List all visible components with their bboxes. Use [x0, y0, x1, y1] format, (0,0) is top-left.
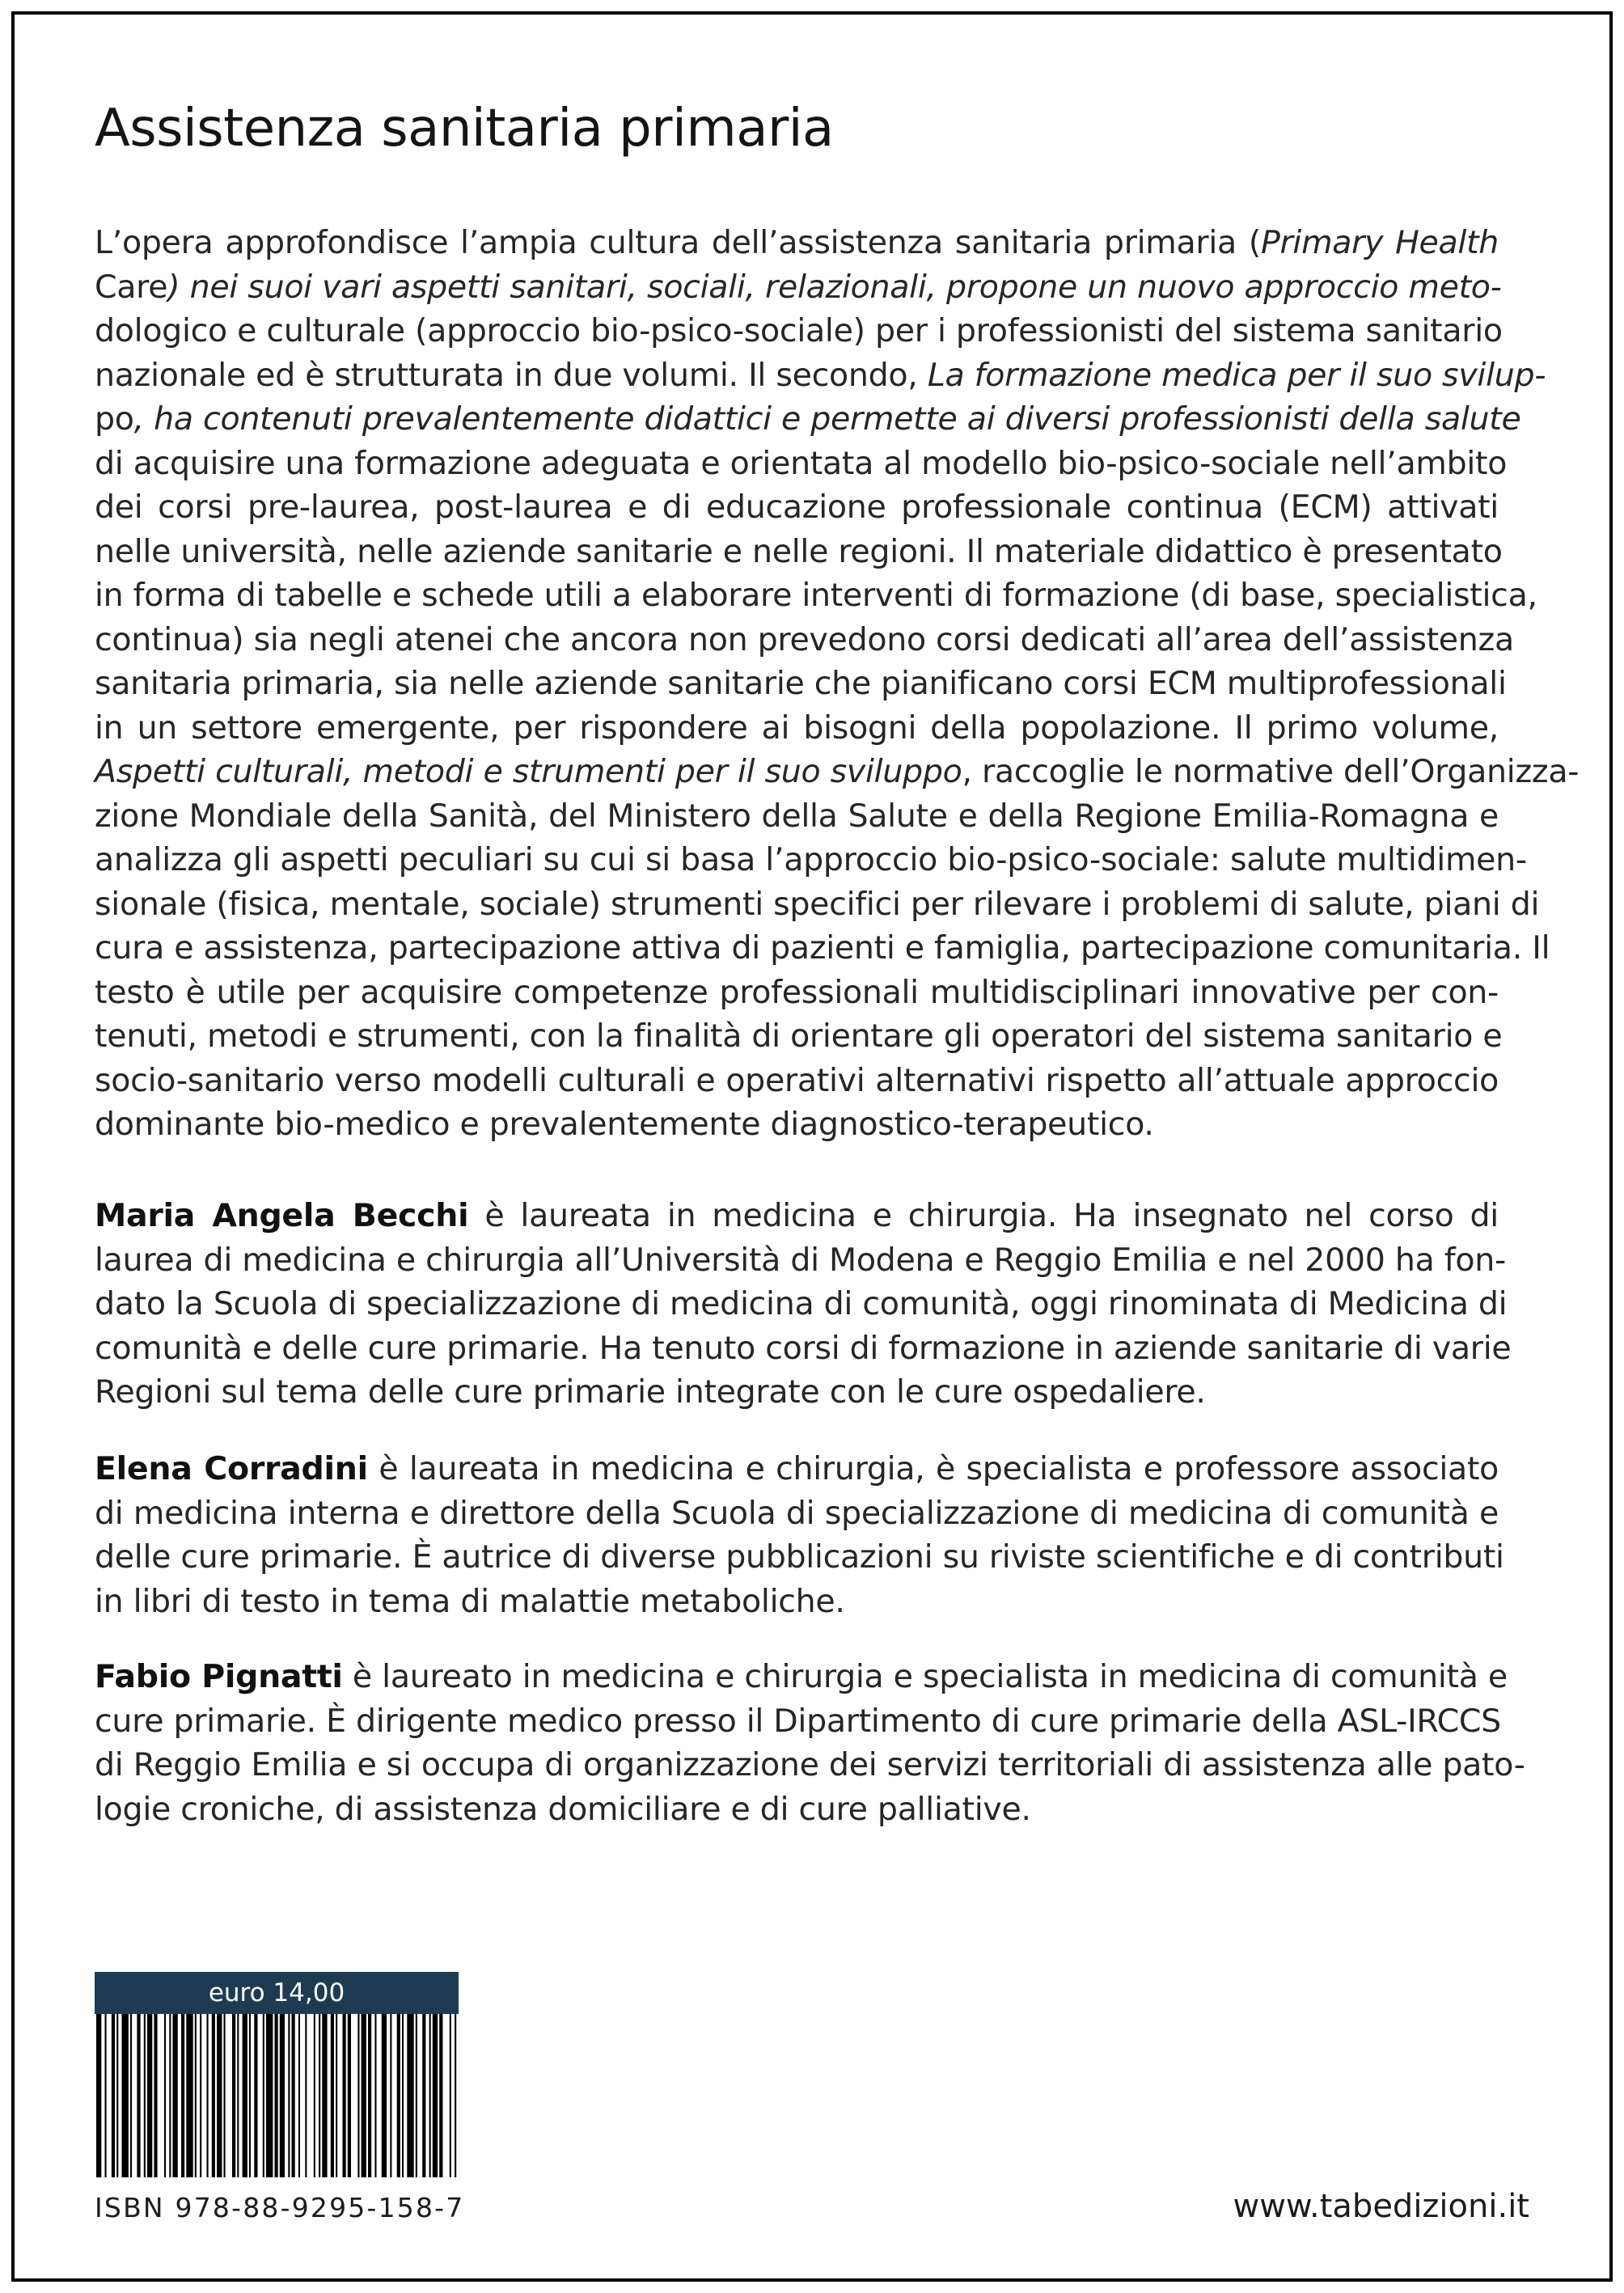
barcode-bar	[336, 2014, 337, 2177]
barcode-bar	[390, 2014, 391, 2177]
text-line: Maria Angela Becchi è laureata in medicina e chirurgia. Ha insegnato nel corso di	[95, 1197, 1499, 1234]
barcode-bar	[130, 2014, 132, 2177]
barcode-bar	[116, 2014, 118, 2177]
barcode-bar	[232, 2014, 235, 2177]
barcode-bar	[343, 2014, 346, 2177]
barcode-bar	[207, 2014, 209, 2177]
barcode-bar	[181, 2014, 184, 2177]
barcode-bar	[266, 2014, 273, 2177]
text-line: di acquisire una formazione adeguata e orientata al modello bio-psico-sociale nell’ambito	[95, 444, 1508, 482]
barcode-bar	[195, 2014, 197, 2177]
text-line: cure primarie. È dirigente medico presso il Dipartimento di cure primarie della ASL-IRCCS	[95, 1702, 1501, 1740]
text-line: continua) sia negli atenei che ancora non prevedono corsi dedicati all’area dell’assistenza	[95, 620, 1514, 658]
barcode-bar	[200, 2014, 201, 2177]
publisher-website[interactable]: www.tabedizioni.it	[1233, 2188, 1529, 2225]
barcode-bar	[455, 2014, 456, 2177]
barcode-bar	[314, 2014, 315, 2177]
text-line: Elena Corradini è laureata in medicina e chirurgia, è specialista e professore associato	[95, 1450, 1499, 1487]
barcode-bar	[217, 2014, 222, 2177]
barcode-bar	[137, 2014, 140, 2177]
text-line: dologico e culturale (approccio bio-psico-sociale) per i professionisti del sistema sanitario	[95, 312, 1503, 349]
barcode-bar	[382, 2014, 387, 2177]
barcode-bar	[144, 2014, 146, 2177]
page-title: Assistenza sanitaria primaria	[95, 99, 834, 159]
barcode-bar	[169, 2014, 171, 2177]
barcode-block	[95, 1972, 459, 2177]
author-name: Elena Corradini	[95, 1450, 368, 1487]
text-line: in libri di testo in tema di malattie metaboliche.	[95, 1582, 845, 1620]
text-line: socio-sanitario verso modelli culturali e operativi alternativi rispetto all’attuale approccio	[95, 1061, 1499, 1099]
book-description	[95, 221, 1580, 1147]
text-line: delle cure primarie. È autrice di diverse pubblicazioni su riviste scientifiche e di contributi	[95, 1538, 1504, 1576]
author-bio-pignatti	[95, 1655, 1525, 1831]
text-line: in forma di tabelle e schede utili a elaborare interventi di formazione (di base, specialistica,	[95, 577, 1537, 614]
barcode-bar	[357, 2014, 359, 2177]
isbn-number: ISBN 978-88-9295-158-7	[95, 2192, 465, 2223]
barcode-bar	[416, 2014, 417, 2177]
text-line: cura e assistenza, partecipazione attiva di pazienti e famiglia, partecipazione comunitaria. Il	[95, 929, 1550, 967]
text-line: Fabio Pignatti è laureato in medicina e chirurgia e specialista in medicina di comunità e	[95, 1658, 1508, 1695]
barcode-bar	[147, 2014, 152, 2177]
text-line: testo è utile per acquisire competenze professionali multidisciplinari innovative per con-	[95, 973, 1499, 1011]
text-line: zione Mondiale della Sanità, del Ministero della Salute e della Regione Emilia-Romagna e	[95, 797, 1499, 835]
barcode-bar	[305, 2014, 307, 2177]
barcode-bar	[288, 2014, 290, 2177]
text-line: Care) nei suoi vari aspetti sanitari, sociali, relazionali, propone un nuovo approccio meto-	[95, 268, 1502, 306]
barcode-bar	[280, 2014, 285, 2177]
barcode-bar	[433, 2014, 438, 2177]
text-line: sionale (fisica, mentale, sociale) strumenti specifici per rilevare i problemi di salute, piani di	[95, 885, 1540, 923]
barcode-bar	[212, 2014, 215, 2177]
barcode-bar	[292, 2014, 295, 2177]
italic-title: , ha contenuti prevalentemente didattici e permette ai diversi professionisti della salute	[133, 400, 1521, 438]
barcode-bar	[322, 2014, 327, 2177]
barcode-bar	[173, 2014, 178, 2177]
barcode-bar	[249, 2014, 251, 2177]
text-line: nelle università, nelle aziende sanitarie e nelle regioni. Il materiale didattico è presentato	[95, 532, 1503, 570]
barcode-bar	[348, 2014, 351, 2177]
text-line: di Reggio Emilia e si occupa di organizzazione dei servizi territoriali di assistenza alle pato-	[95, 1746, 1525, 1783]
italic-title: La formazione medica per il suo svilup-	[927, 356, 1546, 394]
author-name: Fabio Pignatti	[95, 1658, 343, 1695]
barcode-icon	[95, 2014, 459, 2177]
barcode-bar	[374, 2014, 376, 2177]
barcode-bar	[331, 2014, 334, 2177]
author-bio-corradini	[95, 1447, 1504, 1623]
text-line: logie croniche, di assistenza domiciliare e di cure palliative.	[95, 1790, 1031, 1828]
barcode-bar	[407, 2014, 413, 2177]
text-line: in un settore emergente, per rispondere ai bisogni della popolazione. Il primo volume,	[95, 709, 1499, 747]
text-line: analizza gli aspetti peculiari su cui si basa l’approccio bio-psico-sociale: salute multidimen-	[95, 841, 1527, 878]
text-line: tenuti, metodi e strumenti, con la finalità di orientare gli operatori del sistema sanitario e	[95, 1017, 1503, 1055]
text-line: po, ha contenuti prevalentemente didattici e permette ai diversi professionisti della salute	[95, 400, 1521, 438]
barcode-bar	[154, 2014, 157, 2177]
author-bio-becchi	[95, 1194, 1512, 1415]
barcode-bar	[275, 2014, 278, 2177]
barcode-bar	[439, 2014, 442, 2177]
barcode-bar	[254, 2014, 257, 2177]
barcode-bar	[186, 2014, 192, 2177]
barcode-bar	[96, 2014, 101, 2177]
barcode-bar	[164, 2014, 166, 2177]
italic-title: Primary Health	[1260, 224, 1499, 261]
barcode-bar	[319, 2014, 320, 2177]
barcode-bar	[450, 2014, 451, 2177]
barcode-bar	[397, 2014, 400, 2177]
barcode-bar	[237, 2014, 239, 2177]
author-name: Maria Angela Becchi	[95, 1197, 469, 1234]
barcode-bar	[224, 2014, 226, 2177]
barcode-bar	[429, 2014, 431, 2177]
barcode-bar	[368, 2014, 371, 2177]
barcode-bar	[298, 2014, 300, 2177]
text-line: laurea di medicina e chirurgia all’Università di Modena e Reggio Emilia e nel 2000 ha fon-	[95, 1241, 1506, 1279]
text-line: dato la Scuola di specializzazione di medicina di comunità, oggi rinominata di Medicina di	[95, 1285, 1508, 1322]
barcode-bar	[422, 2014, 425, 2177]
barcode-bar	[362, 2014, 366, 2177]
text-line: dominante bio-medico e prevalentemente diagnostico-terapeutico.	[95, 1106, 1154, 1143]
text-line: Aspetti culturali, metodi e strumenti per il suo sviluppo, raccoglie le normative dell’Organizza-	[95, 753, 1580, 790]
barcode-bar	[112, 2014, 115, 2177]
text-line: sanitaria primaria, sia nelle aziende sanitarie che pianificano corsi ECM multiprofessionali	[95, 665, 1507, 702]
price-label: euro 14,00	[95, 1972, 459, 2014]
barcode-bar	[243, 2014, 247, 2177]
text-line: nazionale ed è strutturata in due volumi. Il secondo, La formazione medica per il suo svilup-	[95, 356, 1546, 394]
text-line: comunità e delle cure primarie. Ha tenuto corsi di formazione in aziende sanitarie di varie	[95, 1329, 1512, 1367]
barcode-bar	[122, 2014, 129, 2177]
barcode-bar	[263, 2014, 264, 2177]
text-line: Regioni sul tema delle cure primarie integrate con le cure ospedaliere.	[95, 1373, 1206, 1411]
barcode-bar	[105, 2014, 107, 2177]
italic-title: Aspetti culturali, metodi e strumenti per il suo sviluppo	[95, 753, 962, 790]
barcode-bar	[402, 2014, 404, 2177]
text-line: L’opera approfondisce l’ampia cultura dell’assistenza sanitaria primaria (Primary Health	[95, 224, 1499, 261]
text-line: dei corsi pre-laurea, post-laurea e di educazione professionale continua (ECM) attivati	[95, 489, 1499, 526]
italic-title: ) nei suoi vari aspetti sanitari, sociali, relazionali, propone un nuovo approccio meto-	[167, 268, 1502, 306]
text-line: di medicina interna e direttore della Scuola di specializzazione di medicina di comunità e	[95, 1494, 1499, 1532]
